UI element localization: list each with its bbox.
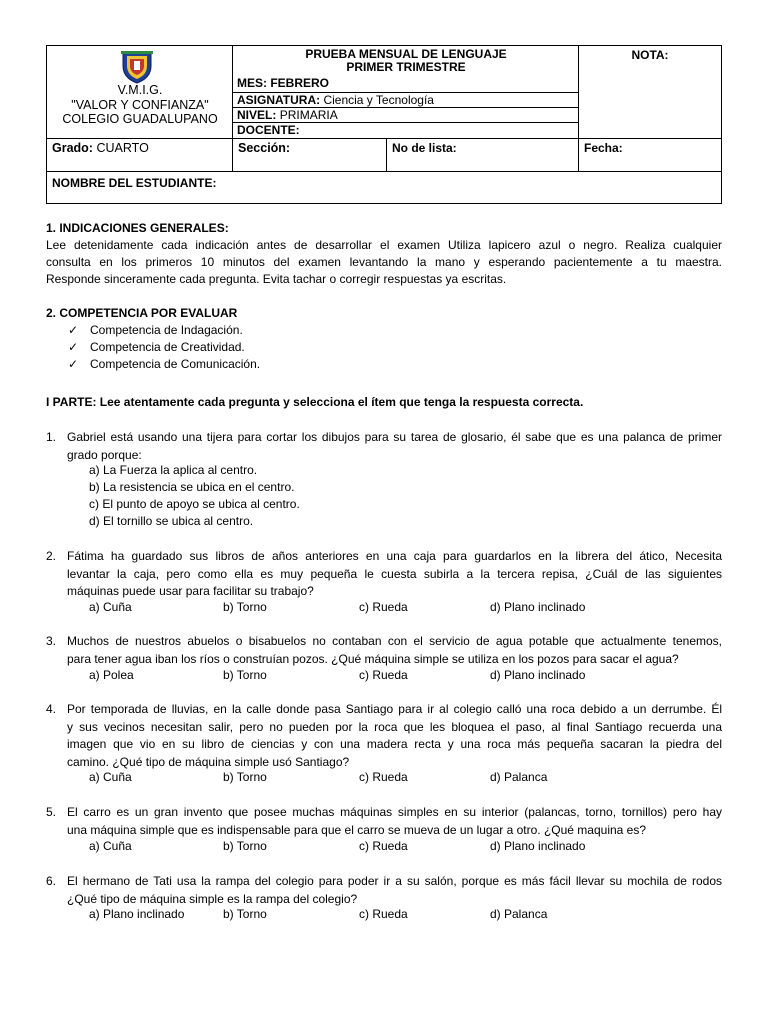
exam-title (233, 48, 579, 74)
competencia-text: Competencia de Indagación. (90, 323, 243, 337)
option-c[interactable]: c) Rueda (359, 839, 408, 853)
option-b[interactable]: b) La resistencia se ubica en el centro. (89, 480, 295, 494)
nolista-label: No de lista: (392, 141, 457, 155)
asignatura-label: ASIGNATURA: (237, 93, 321, 107)
question-line: ¿Qué tipo de máquina simple es la rampa del colegio? (67, 891, 358, 906)
question-1 (46, 429, 722, 464)
option-d[interactable]: d) Palanca (490, 770, 548, 784)
question-line: una máquina simple que es indispensable para que el carro se mueva de un lugar a otro. ¿Qué maquina es? (67, 822, 647, 837)
school-crest-icon (119, 50, 155, 84)
question-line: Gabriel está usando una tijera para cortar los dibujos para su tarea de glosario, él sabe que es una palanca de primer (67, 430, 722, 444)
option-a[interactable]: a) La Fuerza la aplica al centro. (89, 463, 258, 477)
question-text (67, 701, 722, 771)
option-c[interactable]: c) El punto de apoyo se ubica al centro. (89, 497, 300, 511)
question-line: Fátima ha guardado sus libros de años anteriores en una caja para guardarlos en la librera del ático, Necesita (67, 549, 722, 563)
question-number: 6. (46, 874, 57, 888)
option-d[interactable]: d) Plano inclinado (490, 839, 586, 853)
question-number: 2. (46, 549, 57, 563)
option-a[interactable]: a) Plano inclinado (89, 907, 185, 921)
question-2 (46, 548, 722, 601)
exam-title-line1: PRUEBA MENSUAL DE LENGUAJE (305, 47, 507, 61)
school-cell (47, 46, 233, 139)
checkmark-icon: ✓ (68, 357, 79, 371)
question-line: El carro es un gran invento que posee muchas máquinas simples en su interior (palancas, torno, tornillos) pero hay (67, 805, 722, 819)
indicaciones-line: Responde sinceramente cada pregunta. Evita tachar o corregir respuestas ya escritas. (46, 272, 507, 286)
competencia-list (68, 322, 260, 373)
option-c[interactable]: c) Rueda (359, 907, 408, 921)
question-number: 4. (46, 702, 57, 716)
section-indicaciones-title: 1. INDICACIONES GENERALES: (46, 221, 229, 235)
school-motto: "VALOR Y CONFIANZA" (71, 97, 209, 112)
question-5 (46, 804, 722, 839)
competencia-text: Competencia de Creatividad. (90, 340, 245, 354)
question-text (67, 429, 722, 464)
option-b[interactable]: b) Torno (223, 770, 267, 784)
question-1-options (89, 462, 300, 530)
asignatura-row (233, 92, 579, 107)
section-indicaciones-text (46, 237, 722, 288)
nolista-cell[interactable] (387, 139, 579, 172)
exam-info-cell (233, 46, 579, 139)
nombre-estudiante-label: NOMBRE DEL ESTUDIANTE: (52, 176, 217, 190)
nota-label: NOTA: (631, 48, 669, 62)
option-d[interactable]: d) Plano inclinado (490, 600, 586, 614)
option-b[interactable]: b) Torno (223, 600, 267, 614)
grado-label: Grado: (52, 141, 93, 155)
competencia-item (68, 339, 260, 356)
fecha-cell[interactable] (579, 139, 721, 172)
question-line: grado porque: (67, 447, 142, 462)
question-text (67, 548, 722, 601)
option-a[interactable]: a) Polea (89, 668, 134, 682)
option-a[interactable]: a) Cuña (89, 770, 132, 784)
school-fullname: COLEGIO GUADALUPANO (62, 112, 218, 126)
checkmark-icon: ✓ (68, 340, 79, 354)
question-number: 1. (46, 430, 57, 444)
school-name (47, 83, 233, 127)
fecha-label: Fecha: (584, 141, 623, 155)
indicaciones-line: consulta en los primeros 10 minutos del examen levantando la mano y esperando pacientemente a tu maestra. (46, 255, 722, 269)
competencia-item (68, 322, 260, 339)
option-b[interactable]: b) Torno (223, 907, 267, 921)
nivel-value: PRIMARIA (279, 108, 338, 122)
exam-title-line2: PRIMER TRIMESTRE (346, 60, 466, 74)
grado-cell (47, 139, 233, 172)
mes-row: MES: FEBRERO (237, 76, 330, 90)
question-4 (46, 701, 722, 771)
nivel-row (233, 107, 579, 122)
option-d[interactable]: d) Plano inclinado (490, 668, 586, 682)
question-line: para tener agua iban los ríos o construían pozos. ¿Qué máquina simple se utiliza en los pozos para sacar el agua? (67, 651, 679, 666)
option-a[interactable]: a) Cuña (89, 839, 132, 853)
school-abbr: V.M.I.G. (117, 83, 163, 97)
competencia-item (68, 356, 260, 373)
option-a[interactable]: a) Cuña (89, 600, 132, 614)
option-d[interactable]: d) El tornillo se ubica al centro. (89, 514, 254, 528)
question-line: máquinas puede usar para facilitar su trabajo? (67, 584, 314, 598)
question-text (67, 633, 722, 668)
question-line: y sus vecinos necesitan salir, pero no pueden por la roca que les bloquea el paso, al final Santiago recuerda una (67, 719, 722, 734)
question-text (67, 873, 722, 908)
option-c[interactable]: c) Rueda (359, 668, 408, 682)
docente-row: DOCENTE: (233, 122, 579, 137)
section-competencia-title: 2. COMPETENCIA POR EVALUAR (46, 306, 238, 320)
indicaciones-line: Lee detenidamente cada indicación antes de desarrollar el examen Utiliza lapicero azul o negro. Realiza cualquier (46, 238, 722, 252)
question-text (67, 804, 722, 839)
grado-value: CUARTO (96, 141, 149, 155)
question-line: imagen que vio en su libro de ciencias y con una madera recta y una roca más pequeña sacaran la piedra del (67, 737, 722, 751)
part1-instruction: I PARTE: Lee atentamente cada pregunta y selecciona el ítem que tenga la respuesta correcta. (46, 395, 584, 409)
nombre-estudiante-cell[interactable] (47, 172, 721, 203)
checkmark-icon: ✓ (68, 323, 79, 337)
asignatura-value: Ciencia y Tecnología (323, 93, 434, 107)
option-b[interactable]: b) Torno (223, 668, 267, 682)
question-number: 3. (46, 634, 57, 648)
option-c[interactable]: c) Rueda (359, 600, 408, 614)
option-b[interactable]: b) Torno (223, 839, 267, 853)
question-line: El hermano de Tati usa la rampa del colegio para poder ir a su salón, porque es más fácil llevar su mochila de rodos (67, 874, 722, 888)
question-6 (46, 873, 722, 908)
option-c[interactable]: c) Rueda (359, 770, 408, 784)
nota-cell[interactable] (579, 46, 721, 139)
exam-header-table (46, 45, 722, 204)
seccion-cell[interactable] (233, 139, 387, 172)
question-number: 5. (46, 805, 57, 819)
nivel-label: NIVEL: (237, 108, 277, 122)
question-line: camino. ¿Qué tipo de máquina simple usó Santiago? (67, 754, 350, 769)
question-line: Muchos de nuestros abuelos o bisabuelos no contaban con el servicio de agua potable que actualmente tenemos, (67, 634, 722, 648)
question-3 (46, 633, 722, 668)
seccion-label: Sección: (238, 141, 291, 155)
competencia-text: Competencia de Comunicación. (90, 357, 261, 371)
question-line: levantar la caja, pero como ella es muy pequeña le cuesta subirla a la tercera repisa, ¿Cuál de las siguientes (67, 566, 722, 581)
option-d[interactable]: d) Palanca (490, 907, 548, 921)
question-line: Por temporada de lluvias, en la calle donde pasa Santiago para ir al colegio calló una roca debido a un derrumbe. Él (67, 702, 722, 716)
